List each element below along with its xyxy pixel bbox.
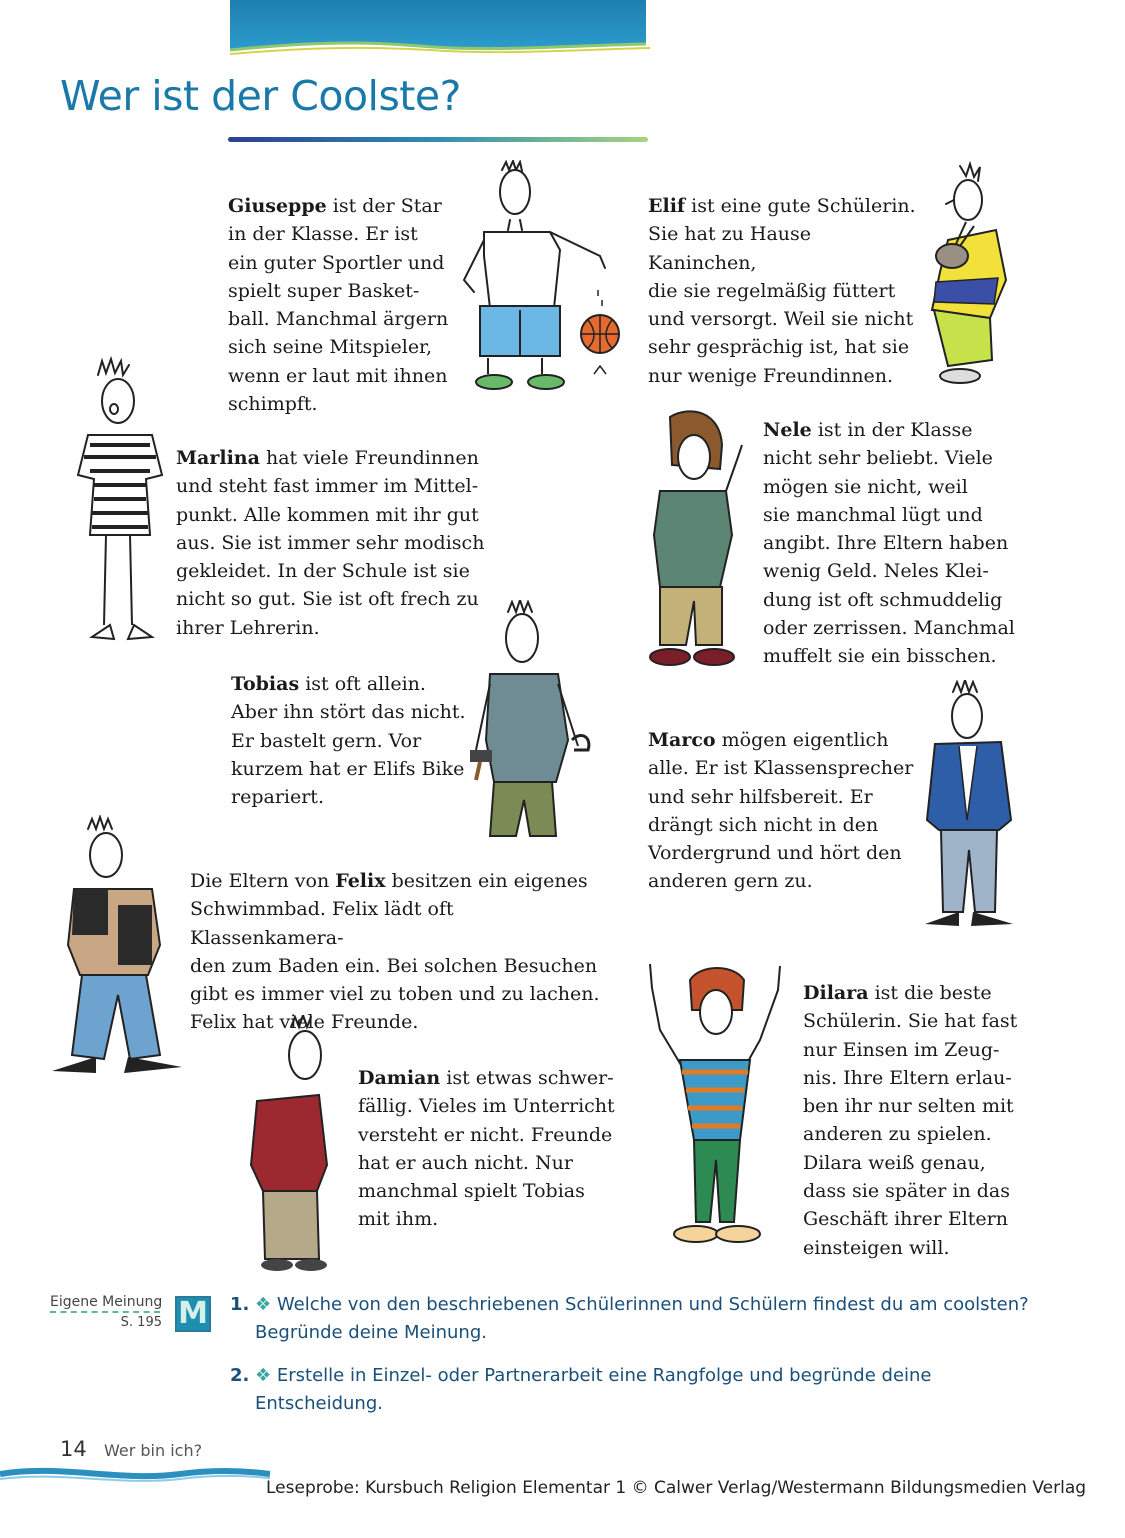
character-text-marlina: Marlina hat viele Freundinnen und steht fast immer im Mittel- punkt. Alle kommen mit ihr gut aus. Sie ist immer sehr modisch gekleidet. In der Schule ist sie nicht so gut. Sie ist oft frech zu ihrer Lehrerin.	[176, 447, 485, 639]
marlina-illustration	[70, 355, 180, 655]
character-name: Nele	[763, 419, 812, 441]
character-text-damian: Damian ist etwas schwer- fällig. Vieles im Unterricht versteht er nicht. Freunde hat er auch nicht. Nur manchmal spielt Tobias mit ihm.	[358, 1067, 615, 1231]
character-name: Dilara	[803, 982, 869, 1004]
character-name: Marco	[648, 729, 716, 751]
method-icon[interactable]	[175, 1296, 211, 1332]
marco-illustration	[915, 680, 1025, 945]
method-icon-letter: M	[178, 1296, 208, 1331]
task-1: 1. ❖ Welche von den beschriebenen Schülerinnen und Schülern findest du am coolsten? Begründe deine Meinung.	[230, 1291, 1050, 1347]
character-text-marco: Marco mögen eigentlich alle. Er ist Klassensprecher und sehr hilfsbereit. Er drängt sich nicht in den Vordergrund und hört den anderen gern zu.	[648, 729, 914, 893]
felix-illustration	[48, 815, 188, 1080]
character-text-dilara: Dilara ist die beste Schülerin. Sie hat fast nur Einsen im Zeug- nis. Ihre Eltern erlau- ben ihr nur selten mit anderen zu spielen. Dilara weiß genau, dass sie später in das Geschäft ihrer Eltern einsteigen will.	[803, 982, 1018, 1259]
character-text-elif: Elif ist eine gute Schülerin. Sie hat zu Hause Kaninchen, die sie regelmäßig füttert und versorgt. Weil sie nicht sehr gesprächig ist, hat sie nur wenige Freundinnen.	[648, 195, 916, 387]
character-name: Felix	[335, 870, 386, 892]
method-reference[interactable]	[50, 1294, 162, 1330]
chapter-title: Wer bin ich?	[104, 1441, 203, 1460]
character-name: Elif	[648, 195, 686, 217]
character-name: Tobias	[231, 673, 300, 695]
top-banner	[230, 0, 650, 58]
source-line: Leseprobe: Kursbuch Religion Elementar 1 © Calwer Verlag/Westermann Bildungsmedien Verlag	[266, 1478, 1087, 1498]
character-name: Damian	[358, 1067, 441, 1089]
character-name: Giuseppe	[228, 195, 327, 217]
character-text-giuseppe: Giuseppe ist der Star in der Klasse. Er ist ein guter Sportler und spielt super Basket- ball. Manchmal ärgern sich seine Mitspieler, wenn er laut mit ihnen schimpft.	[228, 195, 449, 416]
task-2: 2. ❖ Erstelle in Einzel- oder Partnerarbeit eine Rangfolge und begründe deine Entscheidung.	[230, 1362, 1050, 1418]
diamond-icon: ❖	[255, 1294, 272, 1315]
page-title: Wer ist der Coolste?	[60, 72, 461, 120]
task-number: 2.	[230, 1365, 250, 1386]
method-reference-label: Eigene Meinung	[50, 1294, 163, 1310]
damian-illustration	[235, 1015, 355, 1275]
character-text-nele: Nele ist in der Klasse nicht sehr beliebt. Viele mögen sie nicht, weil sie manchmal lügt und angibt. Ihre Eltern haben wenig Geld. Neles Klei- dung ist oft schmuddelig oder zerrissen. Manchmal muffelt sie ein bisschen.	[763, 419, 1015, 668]
method-reference-page: S. 195	[120, 1315, 162, 1330]
task-number: 1.	[230, 1294, 250, 1315]
method-reference-underline	[50, 1311, 160, 1313]
character-text-tobias: Tobias ist oft allein. Aber ihn stört das nicht. Er bastelt gern. Vor kurzem hat er Elifs Bike repariert.	[231, 673, 466, 809]
page-number: 14	[60, 1437, 87, 1461]
title-underline	[228, 136, 652, 144]
character-name: Marlina	[176, 447, 260, 469]
character-text-felix: Die Eltern von Felix besitzen ein eigenes Schwimmbad. Felix lädt oft Klassenkamera- den zum Baden ein. Bei solchen Besuchen gibt es immer viel zu toben und zu lachen. Felix hat viele Freunde.	[190, 870, 600, 1034]
dilara-illustration	[630, 960, 800, 1260]
giuseppe-illustration	[450, 160, 630, 400]
diamond-icon: ❖	[255, 1365, 272, 1386]
footer-wave	[0, 1462, 270, 1486]
nele-illustration	[630, 405, 760, 675]
elif-illustration	[910, 160, 1030, 390]
